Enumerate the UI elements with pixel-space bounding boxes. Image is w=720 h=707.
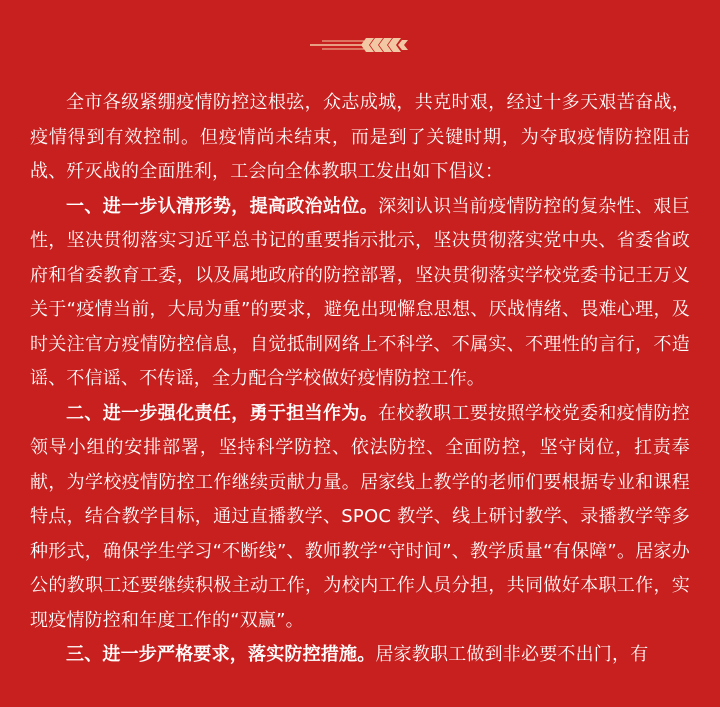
intro-paragraph: 全市各级紧绷疫情防控这根弦，众志成城，共克时艰，经过十多天艰苦奋战，疫情得到有效控制。但疫情尚未结束，而是到了关键时期，为夺取疫情防控阻击战、歼灭战的全面胜利，工会向全体教职工发出如下倡议： [30,92,690,182]
section-2-heading: 二、进一步强化责任，勇于担当作为。 [66,402,379,424]
wheat-ornament-icon [308,34,412,56]
section-2-paragraph [30,397,690,639]
section-1-paragraph [30,190,690,397]
section-2-body: 在校教职工要按照学校党委和疫情防控领导小组的安排部署，坚持科学防控、依法防控、全面防控，坚守岗位，扛责奉献，为学校疫情防控工作继续贡献力量。居家线上教学的老师们要根据专业和课程特点，结合教学目标，通过直播教学、SPOC 教学、线上研讨教学、录播教学等多种形式，确保学生学习“不断线”、教师教学“守时间”、教学质量“有保障”。居家办公的教职工还要继续积极主动工作，为校内工作人员分担，共同做好本职工作，实现疫情防控和年度工作的“双赢”。 [30,402,690,631]
article-body [30,86,690,673]
section-3-body: 居家教职工做到非必要不出门，有 [375,644,649,665]
section-3-heading: 三、进一步严格要求，落实防控措施。 [66,644,376,665]
section-1-body: 深刻认识当前疫情防控的复杂性、艰巨性，坚决贯彻落实习近平总书记的重要指示批示，坚决贯彻落实党中央、省委省政府和省委教育工委，以及属地政府的防控部署，坚决贯彻落实学校党委书记王万义关于“疫情当前，大局为重”的要求，避免出现懈怠思想、厌战情绪、畏难心理，及时关注官方疫情防控信息，自觉抵制网络上不科学、不属实、不理性的言行，不造谣、不信谣、不传谣，全力配合学校做好疫情防控工作。 [30,195,690,389]
section-1-heading: 一、进一步认清形势，提高政治站位。 [66,195,379,217]
section-3-paragraph [30,638,690,673]
